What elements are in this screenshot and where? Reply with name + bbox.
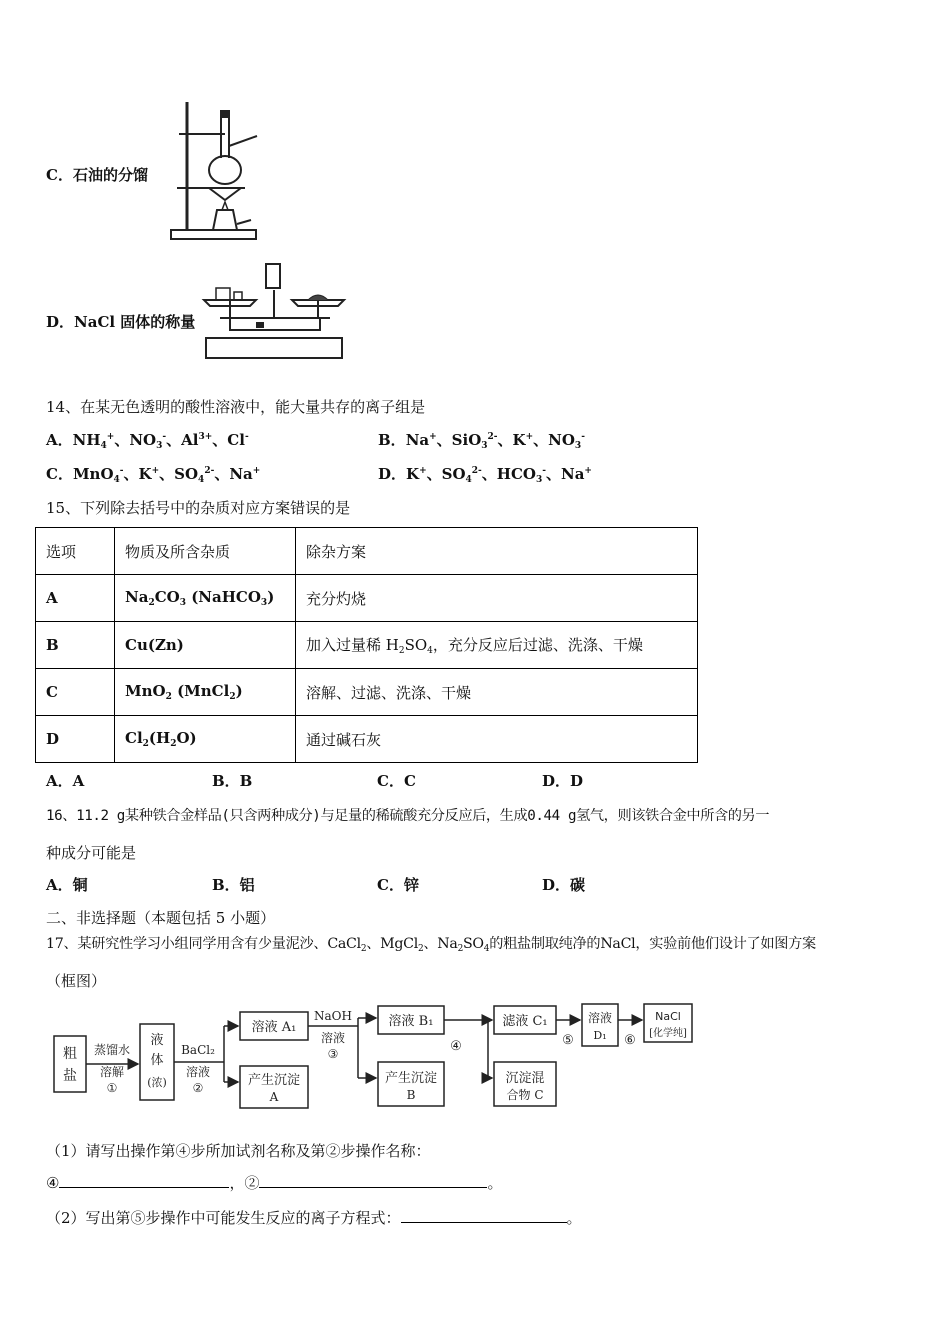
q15-stem: 15、下列除去括号中的杂质对应方案错误的是	[46, 499, 351, 517]
table-row	[36, 622, 698, 669]
solution-d-label: 溶液	[587, 1011, 613, 1025]
table-row	[36, 669, 698, 716]
step1-label: 蒸馏水	[93, 1043, 131, 1057]
substance-cell: $Na_2CO_3$ (NaHCO$_3$)	[115, 575, 296, 622]
q17-line2: （框图）	[46, 972, 107, 990]
q15-answer-c: C．C	[377, 772, 416, 790]
q14-option-d: D．K+、$SO_4^{2-}$、$HCO_3^-$、Na+	[378, 465, 592, 485]
option-cell: B	[36, 622, 115, 669]
step1-label: ①	[106, 1081, 118, 1095]
option-cell: A	[36, 575, 115, 622]
filtrate-c-label: 滤液 C₁	[502, 1014, 548, 1029]
precipitate-b-label: B	[406, 1088, 416, 1102]
q14-stem: 14、在某无色透明的酸性溶液中，能大量共存的离子组是	[46, 398, 426, 416]
balance-scale-figure	[200, 260, 348, 362]
raw-salt-label: 盐	[63, 1068, 77, 1084]
precipitate-a-label: A	[269, 1090, 279, 1104]
precipitate-c-label: 合物 C	[506, 1088, 544, 1102]
solution-b-label: 溶液 B₁	[388, 1014, 434, 1029]
table-row	[36, 716, 698, 763]
header-cell: 除杂方案	[296, 528, 698, 575]
q17-line1: 17、某研究性学习小组同学用含有少量泥沙、CaCl$_2$、MgCl$_2$、$Na_2SO_4$的粗盐制取纯净的NaCl，实验前他们设计了如图方案	[46, 936, 816, 954]
step2-label: BaCl₂	[181, 1043, 215, 1057]
solution-a-label: 溶液 A₁	[251, 1020, 297, 1035]
q13-option-c: C．石油的分馏	[46, 166, 148, 184]
step2-label: 溶液	[185, 1065, 211, 1079]
method-cell: 充分灼烧	[296, 575, 698, 622]
liquid-label: 液	[150, 1033, 164, 1048]
answer-blank-2[interactable]	[259, 1173, 487, 1188]
method-cell: 通过碱石灰	[296, 716, 698, 763]
q14-option-c: C．MnO$_4$-、K+、$SO_4^{2-}$、Na+	[46, 465, 261, 485]
q14-option-b: B．Na+、SiO$_3^{2-}$、K+、$NO_3^-$	[378, 431, 585, 451]
step6-label: ⑥	[624, 1033, 636, 1048]
product-label: NaCl	[655, 1010, 681, 1023]
q16-line1: 16、11.2 g某种铁合金样品(只含两种成分)与足量的稀硫酸充分反应后，生成0.44 g氢气，则该铁合金中所含的另一	[46, 808, 770, 824]
liquid-label: 体	[150, 1053, 164, 1068]
substance-cell: MnO$_2$ (MnCl$_2$)	[115, 669, 296, 716]
substance-cell: Cu(Zn)	[115, 622, 296, 669]
option-cell: C	[36, 669, 115, 716]
table-row	[36, 575, 698, 622]
raw-salt-label: 粗	[63, 1046, 77, 1062]
step1-label: 溶解	[99, 1065, 125, 1079]
q15-answer-d: D．D	[542, 772, 584, 790]
q16-answer-c: C．锌	[377, 876, 419, 894]
q17-sub2: （2）写出第⑤步操作中可能发生反应的离子方程式： 。	[46, 1209, 582, 1227]
distillation-apparatus-figure	[165, 96, 260, 246]
product-label: [化学纯]	[649, 1028, 687, 1039]
precipitate-a-label: 产生沉淀	[247, 1073, 301, 1088]
q16-answer-a: A．铜	[46, 876, 88, 894]
table-header-row	[36, 528, 698, 575]
step3-label: 溶液	[320, 1031, 346, 1045]
step5-label: ⑤	[562, 1033, 574, 1048]
q16-answer-d: D．碳	[542, 876, 586, 894]
header-cell: 选项	[36, 528, 115, 575]
step2-label: ②	[192, 1081, 204, 1095]
q15-table	[35, 527, 698, 763]
substance-cell: $Cl_2(H_2O)$	[115, 716, 296, 763]
method-cell: 溶解、过滤、洗涤、干燥	[296, 669, 698, 716]
option-cell: D	[36, 716, 115, 763]
section-title: 二、非选择题（本题包括 5 小题）	[46, 909, 276, 927]
header-cell: 物质及所含杂质	[115, 528, 296, 575]
step3-label: ③	[327, 1047, 339, 1061]
method-cell: 加入过量稀 $H_2SO_4$，充分反应后过滤、洗涤、干燥	[296, 622, 698, 669]
solution-d-label: D₁	[593, 1029, 607, 1042]
liquid-label: (浓)	[147, 1076, 167, 1089]
q17-sub1: （1）请写出操作第④步所加试剂名称及第②步操作名称：	[46, 1142, 431, 1160]
step4-label: ④	[450, 1039, 462, 1054]
q17-flowchart	[46, 1000, 706, 1112]
precipitate-b-label: 产生沉淀	[384, 1071, 438, 1086]
q14-option-a: A．$NH_4^+$、$NO_3^-$、$Al^{3+}$、Cl-	[46, 431, 249, 451]
q15-answer-b: B．B	[212, 772, 253, 790]
q16-answer-b: B．铝	[212, 876, 255, 894]
answer-blank-5[interactable]	[401, 1208, 567, 1223]
q16-line2: 种成分可能是	[46, 844, 137, 862]
precipitate-c-label: 沉淀混	[505, 1071, 545, 1086]
step3-label: NaOH	[314, 1009, 352, 1023]
q13-option-d: D．NaCl 固体的称量	[46, 313, 196, 331]
q15-answer-a: A．A	[46, 772, 85, 790]
answer-blank-4[interactable]	[59, 1173, 229, 1188]
q17-sub1-answer-line: ④ ，② 。	[46, 1174, 503, 1192]
